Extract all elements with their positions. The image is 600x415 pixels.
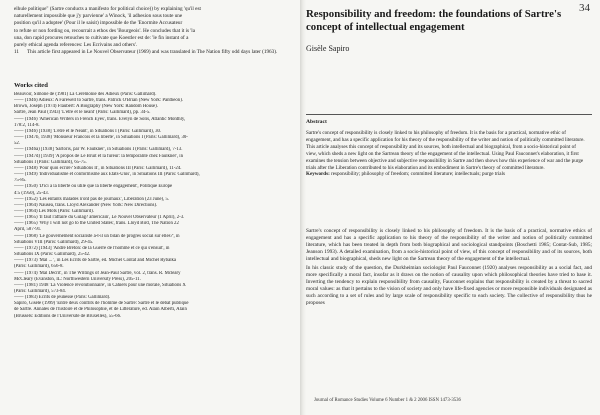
- intro-line: naturellement impossible que j'y parvienne' a Winock, 'il adhesion sous toute une: [14, 13, 183, 20]
- abstract-divider: [306, 114, 592, 115]
- works-cited-entry: Situations I (Paris: Gallimard), 65-75.: [14, 159, 87, 165]
- works-cited-entry: —— (1964) Les Mots (Paris: Gallimard).: [14, 208, 94, 214]
- footnote-number: 11: [14, 49, 19, 56]
- works-cited-entry: —— (1948) 'Pour quoi ecrire? Situations II', in Situations III (Paris: Gallimard), 11-24.: [14, 165, 182, 171]
- intro-line: to refute or non fording ou, recourrait a ethos des 'Bourgeois'. He concludes that it is 'la: [14, 27, 196, 34]
- works-cited-entry: de Sartre. Annales de l'histoire et de Philosophie, et de Litterature, ed. Alain Alberti, Alain: [14, 307, 187, 313]
- works-cited-entry: —— (1946) [1938] 'L'etre et le Neant', in Situations I (Paris: Gallimard), 30.: [14, 128, 162, 134]
- works-cited-entry: Situations IX (Paris: Gallimard), 25-42.: [14, 252, 91, 258]
- works-cited-entry: —— (1950) 'D'ici a la liberte ou utile que la liberte engagement', Politique Europe: [14, 184, 173, 190]
- keywords-text: responsibility; philosophy of freedom; committed literature; intellectuals; purge trials: [331, 171, 505, 178]
- works-cited-entry: Sartre, Jean Paul (1943) 'L'etre et le neant' (Paris: Gallimard), pp. 34-5.: [14, 110, 151, 116]
- body-paragraph: In his classic study of the question, the Durkheimian sociologist Paul Fauconnet (1920) analyses responsibility as a social fact, and more specifically a moral fact, insofar as it draws on the notion of causality upon which philosophical theories have tried to base it. Inverting the tendency to explain responsibility from causality, Fauconnet explains that responsibility is created by a threat to sacred moral values: as that it pertains to the vision of society and only have life-fixed agencies or more responsible individuals designated as such according to a set of rules and by large scale of responsibility specific to each society. The collective of responsibility thus he proposes: [306, 265, 592, 307]
- works-cited-entry: —— (1983) Ecrits de jeunesse (Paris: Gallimard).: [14, 295, 111, 301]
- works-cited-entry: —— (1949) 'Individualisme et conformisme aux Etats-Unis', in Situations III (Paris: Gallimard),: [14, 172, 200, 178]
- intro-line: purely ethical agenda references: Les Ecrivains and others'.: [14, 42, 138, 49]
- works-cited-entry: —— (1968) 'Le gouvernement socialiste a-t-il un bilan de progres social sur elles?', in: [14, 233, 180, 239]
- works-cited-entry: —— (1947b, 1938) 'Monsieur Francois et la liberte', in Situations I (Paris: Gallimard), 30-: [14, 135, 188, 141]
- works-cited-entry: 52.: [14, 141, 20, 147]
- works-cited-entry: —— (1964) Nausea, trans. Lloyd Alexander (New York: New Directions).: [14, 202, 158, 208]
- works-cited-entry: —— (1946) Adieux: A Farewell to Sartre, trans. Patrick O'Brian (New York: Pantheon).: [14, 98, 183, 104]
- works-cited-entry: Situations VIII (Paris: Gallimard), 29-45.: [14, 239, 94, 245]
- works-cited-entry: 75-85.: [14, 178, 27, 184]
- works-cited-entry: —— (1946a) [1938] 'Sartoris, par W. Faulkner', in Situations I (Paris: Gallimard), 7-13.: [14, 147, 183, 153]
- works-cited-list: [14, 92, 286, 320]
- works-cited-heading: Works cited: [14, 82, 48, 89]
- works-cited-entry: 178:2, 114-8.: [14, 122, 40, 128]
- works-cited-entry: —— (1981) 1948 'La Violence revolutionnaire', in Cahiers pour une morale, Situations X: [14, 282, 186, 288]
- works-cited-entry: —— (1972) [1943] 'Andre Breton: de la Guerre de l'homme et ce qui s'ensuit', in: [14, 245, 170, 251]
- works-cited-entry: April, 587-91.: [14, 227, 42, 233]
- keywords-line: [306, 171, 588, 178]
- works-cited-entry: (Paris: Gallimard), 656-8.: [14, 264, 64, 270]
- page-number: 34: [579, 2, 590, 14]
- works-cited-entry: (Paris: Gallimard), 573-84.: [14, 289, 66, 294]
- works-cited-entry: Brown, Joseph (1974) Flaubert: A Biography (New York: Random House).: [14, 104, 158, 110]
- works-cited-entry: (Brussels: Editions de l'Universite de Bruxelles), 55-66.: [14, 313, 122, 319]
- article-header: [306, 8, 576, 53]
- abstract-text: Sartre's concept of responsibility is closely linked to his philosophy of freedom. It is the basis for a practical, normative ethic of engagement, and has a specific application for his theory of the responsibility of the writer and notion of politically committed literature. This article analyses this concept of responsibility and its sources, both intellectual and biographical, from a socio-historical point of view, which sheds a new light on the Sartrean theory of the engagement of the intellectual. Using Paul Fauconnet's elaboration, it first examines the tension between objective and subjective responsibility in Sartre and then shows how this experience of war and the purge trials after the Liberation contributed to his elaboration and its embodiment in Sartre's theory of committed literature.: [306, 130, 585, 171]
- intro-line: elhule politique" (Sartre conducts a manifesto for political choice)) by explaining 'qu'il est: [14, 6, 201, 12]
- works-cited-entry: 4:5 (1950), 25-43.: [14, 190, 49, 196]
- works-cited-entry: Sapiro, Gisele (1999) 'Entre deux conflits de l'homme de Sartre: Sartre et le debat publique: [14, 301, 189, 307]
- right-page: [306, 0, 600, 415]
- works-cited-entry: McCleary (Evanston, IL: Northwestern University Press), 205-11.: [14, 276, 141, 282]
- intro-line: una, don rapid procures retouches to cultivate que Koestler est de: 'le fin instant of a: [14, 34, 189, 41]
- note-continuation: [14, 6, 284, 56]
- intro-line: position qu'il a adoptee' (Pour il le saisit) impossible de the 'Enormite Accusateur: [14, 20, 183, 27]
- keywords-label: Keywords:: [306, 171, 330, 178]
- works-cited-entry: —— (1952) 'Les enfants malades n'ont pas de journaux', Liberation (23 June), 5.: [14, 196, 170, 202]
- works-cited-entry: —— (1965) 'Il faut l'affaire du Gulag? americain', Le Nouvel Observateur (1 April), 2-3.: [14, 215, 185, 221]
- works-cited-entry: —— (1965) 'Why I will not go to the United States', trans. Lloyd Bird, The Nation 22: [14, 221, 179, 227]
- journal-footer: Journal of Romance Studies Volume 6 Number 1 & 2 2006 ISSN 1473-3536: [314, 398, 461, 403]
- article-body: [306, 228, 592, 310]
- footnote-text: This article first appeared in Le Nouvel Observateur (1969) and was translated in The Nation fifty odd days later (1963).: [27, 49, 278, 56]
- article-title: Responsibility and freedom: the foundations of Sartre's concept of intellectual engagement: [306, 8, 562, 33]
- author-name: Gisèle Sapiro: [306, 44, 350, 53]
- footnote: [14, 49, 284, 56]
- abstract-heading: Abstract: [306, 119, 327, 125]
- works-cited-entry: —— (1973) 'Mal ... ', in Les Ecrits de Sartre, ed. Michel Contat and Michel Rybalka: [14, 258, 177, 264]
- abstract-block: [306, 130, 588, 178]
- works-cited-entry: —— (1946) 'American Writers in French Eyes', trans. Evelyn de Solis, Atlantic Monthly,: [14, 116, 186, 122]
- works-cited-entry: Beauvoir, Simone de (1981) La Ceremonie des Adieux (Paris: Gallimard).: [14, 92, 157, 97]
- works-cited-entry: —— (1974) 'Mal Decrit', in The Writings of Jean-Paul Sartre, vol. 2, trans. R. Mcleary: [14, 270, 181, 276]
- body-paragraph: Sartre's concept of responsibility is closely linked to his philosophy of freedom. It is the basis of a practical, normative ethics of engagement and has a specific application to his theory of the responsibility of the writer and notion of politically committed literature, which has been treated in depth from both biographical and sociological standpoints (Boschetti 1985; Contat-Sub, 1985; Jeanson 1993). A detailed examination, from a socio-historical point of view, of this concept of responsibility and of its sources, both intellectual and biographical, sheds new light on the Sartrean theory of the engagement of the intellectual.: [306, 228, 592, 263]
- works-cited-entry: —— (1947d) [1939] 'A propos de Le Bruit et la fureur: la temporalite chez Faulkner', in: [14, 153, 184, 159]
